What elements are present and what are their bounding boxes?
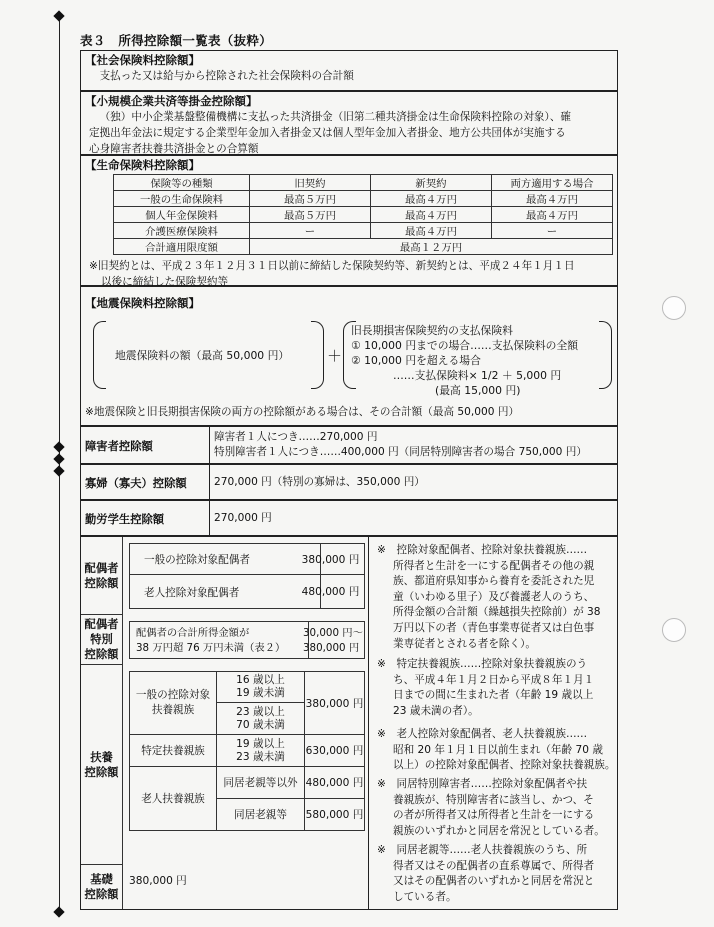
table-row: [114, 191, 613, 207]
diamond-marker-icon: [53, 441, 64, 452]
table-header: 両方適用する場合: [492, 175, 613, 191]
divider: [209, 501, 210, 535]
amount-text: 480,000 円: [301, 586, 360, 598]
note-line: 業専従者とされる者を除く）。: [393, 637, 537, 650]
spouse-row-name: 一般の控除対象配偶者: [129, 543, 321, 575]
row-label: 障害者控除額: [85, 440, 153, 453]
note-line: 族、都道府県知事から養育を委託された児: [393, 575, 595, 588]
section-text: （独）中小企業基盤整備機構に支払った共済掛金（旧第二種共済掛金は生命保険料控除の対象）、確: [99, 111, 572, 123]
social-insurance-section: [80, 50, 618, 91]
specific-age-range: 19 歳以上 23 歳未満: [217, 735, 305, 767]
note-line: 得者又はその配偶者の直系尊属で、所得者: [393, 859, 595, 872]
note-line: 万円以下の者（青色事業専従者又は白色事: [393, 621, 595, 634]
section-text: 心身障害者扶養共済掛金との合算額: [89, 143, 259, 155]
row-label: 勤労学生控除額: [85, 513, 165, 526]
basic-value: 380,000 円: [129, 875, 187, 887]
lower-section: [80, 536, 618, 910]
spouse-row-amount: [301, 575, 365, 609]
table-header: 新契約: [371, 175, 492, 191]
note: [377, 543, 601, 652]
note: [377, 657, 594, 719]
quake-right-term: [351, 323, 578, 398]
life-insurance-section: [80, 155, 618, 286]
disabled-section: [80, 426, 618, 464]
diamond-marker-icon: [53, 10, 64, 21]
section-heading: 【小規模企業共済等掛金控除額】: [85, 94, 258, 108]
section-text: 支払った又は給与から控除された社会保険料の合計額: [99, 70, 354, 82]
table-row: [114, 239, 613, 255]
elderly-dependent-label: 老人扶養親族: [129, 767, 217, 831]
small-business-section: [80, 91, 618, 155]
note-line: ※ 同居特別障害者……控除対象配偶者や扶: [377, 778, 588, 790]
amount-text: 30,000 円〜: [303, 627, 363, 639]
table-cell: ー: [492, 223, 613, 239]
dependent-label: 扶養 控除額: [81, 665, 123, 865]
divider: [209, 427, 210, 463]
section-heading: 【地震保険料控除額】: [85, 296, 200, 310]
specific-amount: 630,000 円: [305, 735, 365, 767]
divider: [209, 465, 210, 499]
condition-line: 38 万円超 76 万円未満（表２）: [136, 642, 286, 654]
note: [377, 843, 594, 905]
quake-right-line: 旧長期損害保険契約の支払保険料: [351, 324, 513, 337]
widow-section: [80, 464, 618, 500]
note-line: ※ 老人控除対象配偶者、老人扶養親族……: [377, 728, 588, 740]
table-header-row: [114, 175, 613, 191]
note: [377, 777, 605, 839]
table-cell: 最高１２万円: [250, 239, 613, 255]
diamond-marker-icon: [53, 906, 64, 917]
spouse-special-label: 配偶者 特別 控除額: [81, 615, 123, 665]
left-paren: [93, 321, 106, 389]
plus-sign: ＋: [327, 347, 343, 365]
section-heading: 【生命保険料控除額】: [85, 158, 200, 172]
disabled-text: [214, 430, 587, 460]
column-divider: [368, 537, 369, 909]
table-header: 旧契約: [250, 175, 371, 191]
table-cell: 最高４万円: [371, 191, 492, 207]
earthquake-insurance-section: [80, 286, 618, 426]
table-header: 保険等の種類: [114, 175, 250, 191]
section-heading: 【社会保険料控除額】: [85, 53, 200, 67]
note-line: 23 歳未満の者）。: [393, 704, 479, 717]
spouse-row-name: 老人控除対象配偶者: [129, 575, 321, 609]
page-title: 表３ 所得控除額一覧表（抜粋）: [80, 33, 273, 48]
table-cell: 最高４万円: [492, 191, 613, 207]
footnote: ※地震保険と旧長期損害保険の両方の控除額がある場合は、その合計額（最高 50,000 円）: [85, 406, 520, 418]
note-line: 昭和 20 年１月１日以前生まれ（年齢 70 歳: [393, 743, 603, 756]
note-line: 所得者と生計を一にする配偶者その他の親: [393, 559, 595, 572]
table-row: [114, 223, 613, 239]
table-cell: 最高５万円: [250, 191, 371, 207]
student-value: 270,000 円: [214, 512, 272, 524]
general-amount: 380,000 円: [305, 671, 365, 735]
table-cell: 最高４万円: [371, 207, 492, 223]
punch-hole: [662, 618, 686, 642]
note: [377, 727, 615, 774]
note-line: 又はその配偶者のいずれかと同居を常況と: [393, 875, 595, 888]
section-text: 定拠出年金法に規定する企業型年金加入者掛金又は個人型年金加入者掛金、地方公共団体が実施する: [89, 127, 566, 139]
general-age-range: 23 歳以上 70 歳未満: [217, 703, 305, 735]
amount-text: 380,000 円: [301, 553, 360, 566]
footnote: ※旧契約とは、平成２３年１２月３１日以前に締結した保険契約等、新契約とは、平成２４年１月１日: [89, 260, 575, 272]
note-line: 日までの間に生まれた者（年齢 19 歳以上: [393, 689, 594, 702]
footnote: 以後に締結した保険契約等: [101, 276, 229, 288]
table-cell: 介護医療保険料: [114, 223, 250, 239]
quake-right-line: (最高 15,000 円): [435, 384, 521, 397]
specific-dependent-label: 特定扶養親族: [129, 735, 217, 767]
table-cell: 最高５万円: [250, 207, 371, 223]
widow-value: 270,000 円（特別の寡婦は、350,000 円）: [214, 476, 425, 488]
general-age-range: 16 歳以上 19 歳未満: [217, 671, 305, 703]
spouse-special-condition: [129, 621, 309, 659]
right-paren: [599, 321, 612, 389]
note-line: の者が所得者又は所得者と生計を一にする: [393, 809, 595, 822]
spouse-label: 配偶者 控除額: [81, 537, 123, 615]
diamond-marker-icon: [53, 453, 64, 464]
condition-line: 配偶者の合計所得金額が: [136, 627, 250, 639]
student-section: [80, 500, 618, 536]
right-paren: [311, 321, 324, 389]
punch-hole: [662, 296, 686, 320]
elderly-other-label: 同居老親等以外: [217, 767, 305, 799]
table-cell: 合計適用限度額: [114, 239, 250, 255]
spouse-special-amount: [303, 621, 365, 659]
table-cell: 個人年金保険料: [114, 207, 250, 223]
note-line: ※ 同居老親等……老人扶養親族のうち、所: [377, 844, 588, 856]
life-insurance-table: [113, 174, 613, 255]
elderly-cohab-label: 同居老親等: [217, 799, 305, 831]
diamond-marker-icon: [53, 465, 64, 476]
note-line: している者。: [393, 890, 457, 903]
table-cell: 最高４万円: [371, 223, 492, 239]
table-cell: 最高４万円: [492, 207, 613, 223]
note-line: 養親族が、特別障害者に該当し、かつ、そ: [393, 793, 594, 806]
elderly-cohab-amount: 580,000 円: [305, 799, 365, 831]
note-line: 所得金額の合計額（繰越損失控除前）が 38: [393, 606, 601, 619]
quake-left-term: 地震保険料の額（最高 50,000 円）: [115, 349, 290, 362]
note-line: ※ 特定扶養親族……控除対象扶養親族のう: [377, 658, 588, 670]
note-line: ち、平成４年１月２日から平成８年１月１: [393, 673, 595, 686]
elderly-other-amount: 480,000 円: [305, 767, 365, 799]
disabled-line: 障害者１人につき……270,000 円: [214, 431, 378, 443]
note-line: 童（いわゆる里子）及び養護老人のうち、: [393, 590, 595, 603]
quake-right-line: ② 10,000 円を超える場合: [351, 354, 481, 367]
quake-right-line: ……支払保険料× 1/2 ＋ 5,000 円: [393, 369, 562, 382]
row-label: 寡婦（寡夫）控除額: [85, 477, 187, 490]
table-cell: 一般の生命保険料: [114, 191, 250, 207]
spouse-row-amount: [301, 543, 365, 575]
basic-label: 基礎 控除額: [81, 865, 123, 909]
note-line: 親族のいずれかと同居を常況としている者。: [393, 824, 605, 837]
note-line: ※ 控除対象配偶者、控除対象扶養親族……: [377, 544, 588, 556]
table-row: [114, 207, 613, 223]
disabled-line: 特別障害者１人につき……400,000 円（同居特別障害者の場合 750,000 円）: [214, 446, 587, 458]
table-cell: ー: [250, 223, 371, 239]
general-dependent-label: 一般の控除対象 扶養親族: [129, 671, 217, 735]
note-line: 以上）の控除対象配偶者、控除対象扶養親族。: [393, 759, 616, 772]
amount-text: 380,000 円: [303, 642, 360, 654]
quake-right-line: ① 10,000 円までの場合……支払保険料の全額: [351, 339, 579, 352]
